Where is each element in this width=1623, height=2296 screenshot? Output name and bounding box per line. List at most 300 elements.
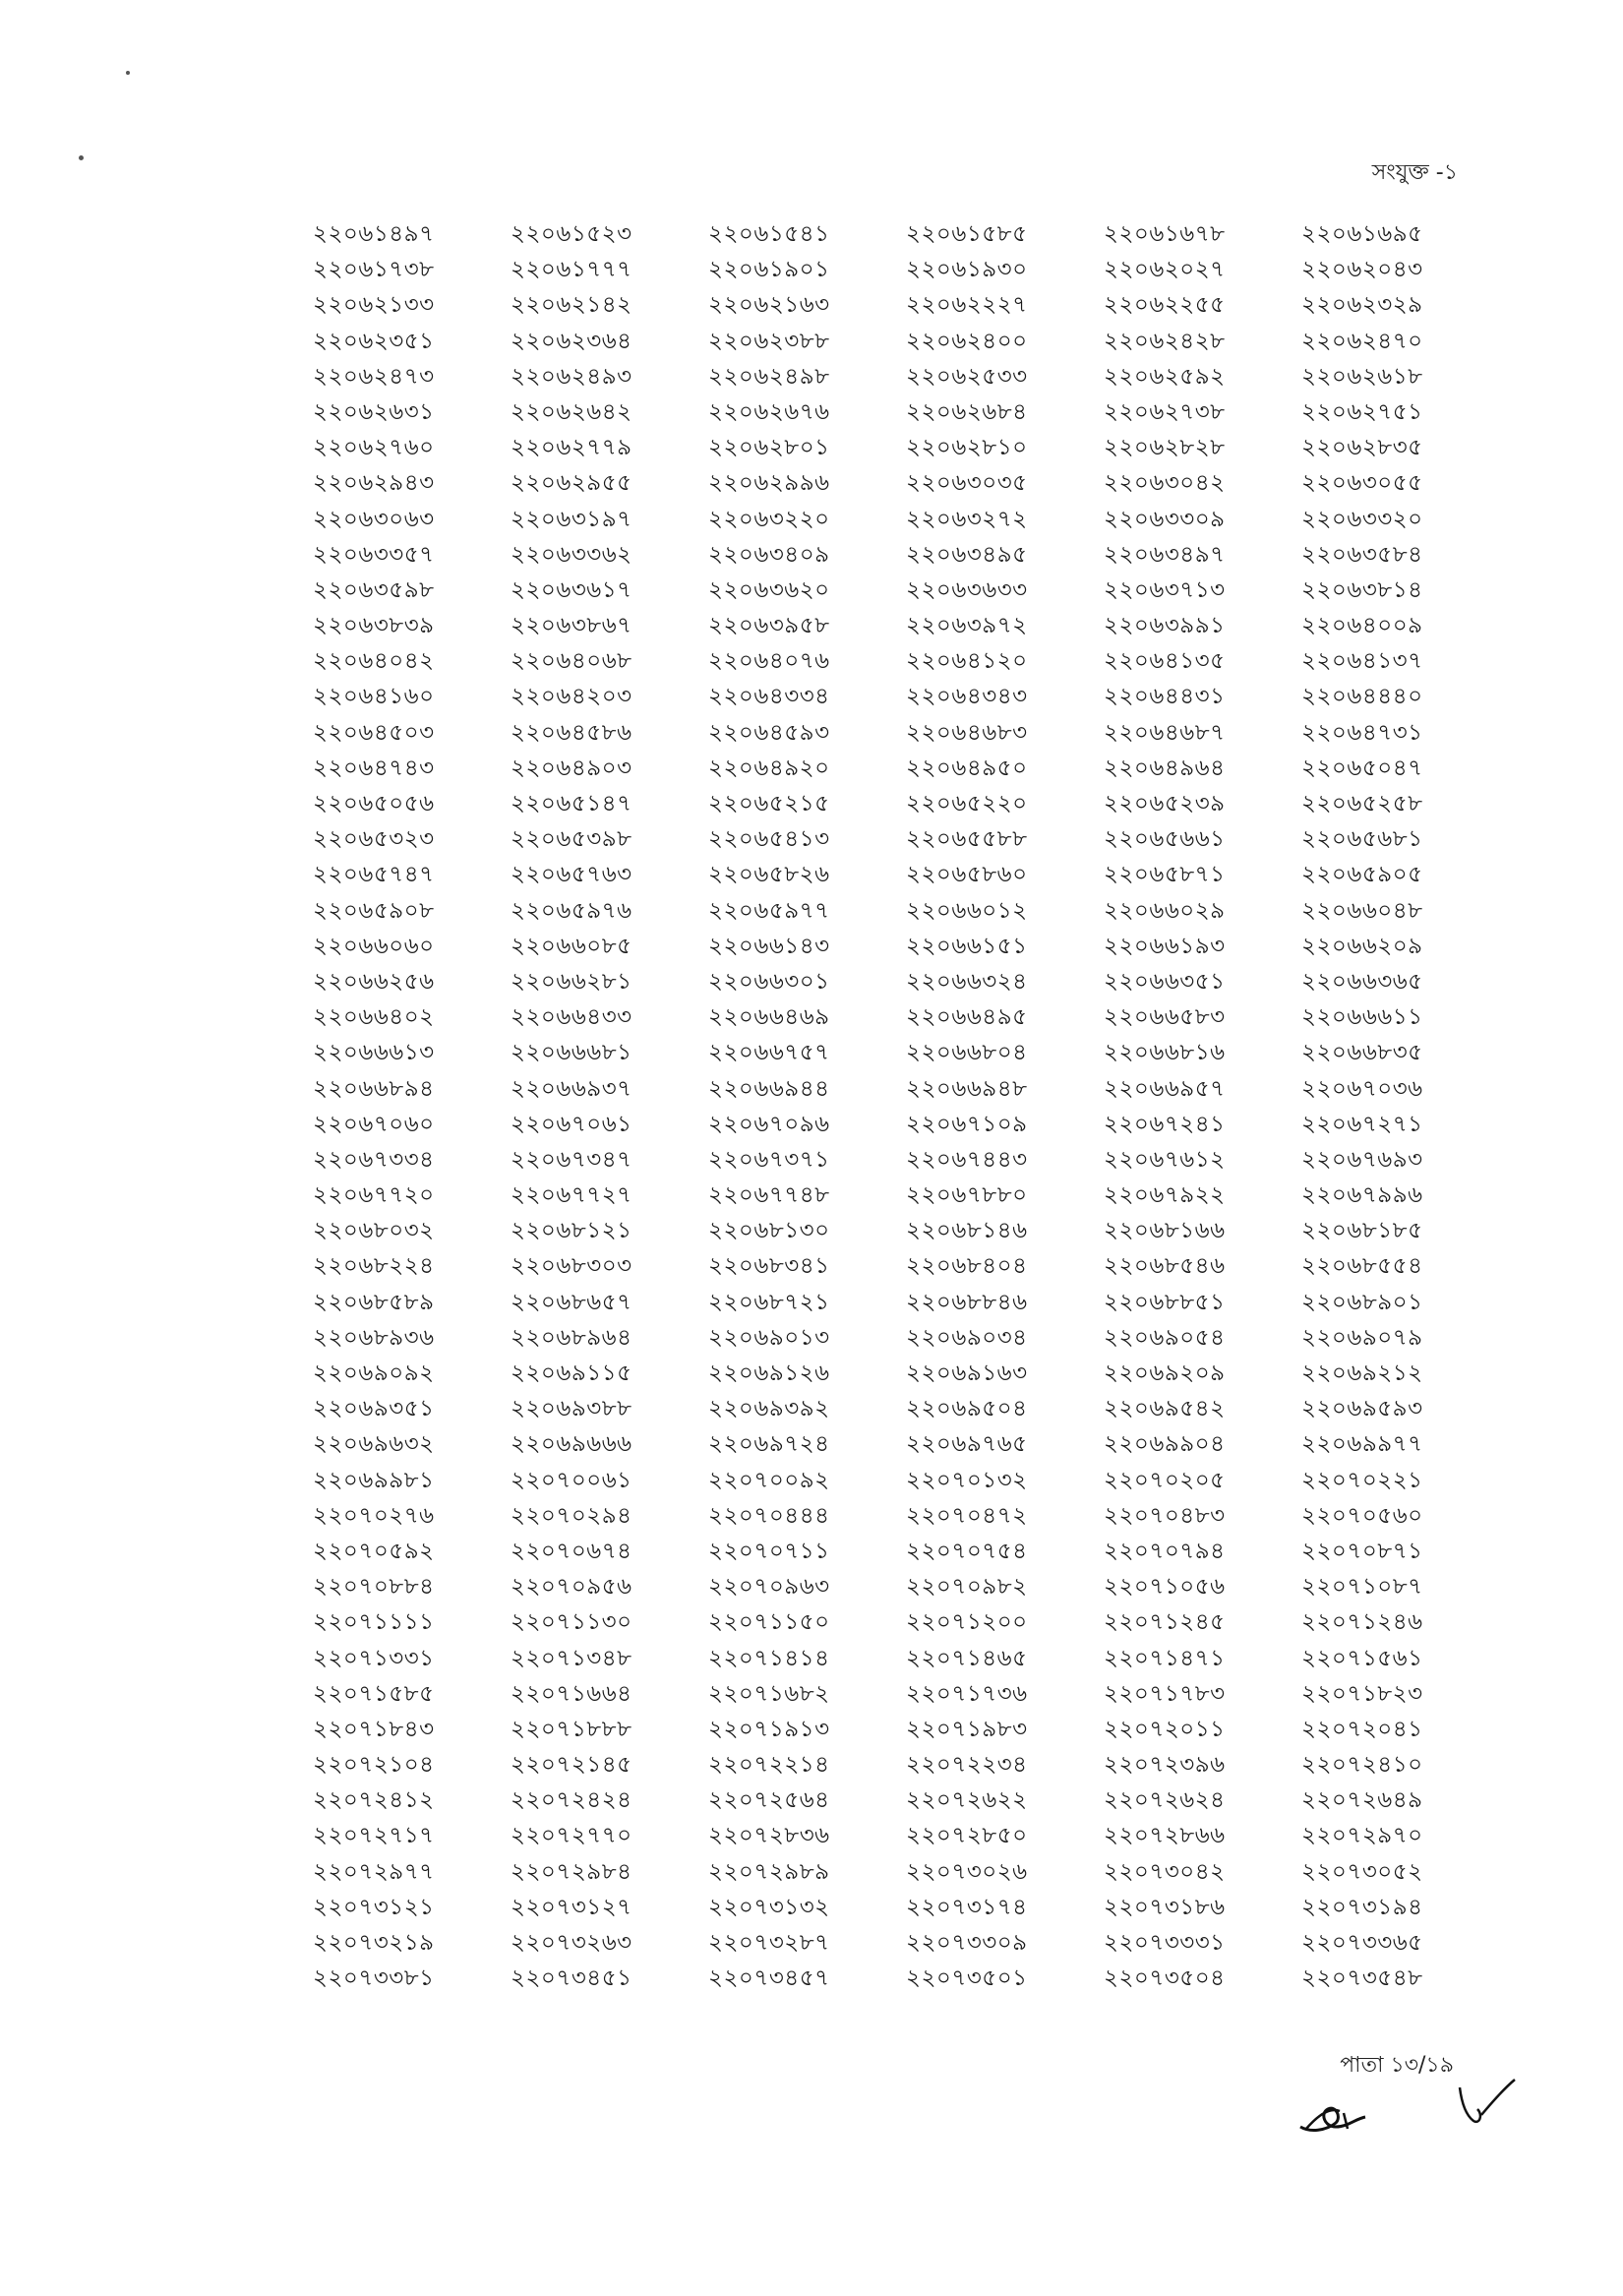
roll-number-cell: ২২০৬১৯৩০ — [906, 257, 1028, 283]
roll-number-cell: ২২০৬৯৯৭৭ — [1301, 1431, 1423, 1458]
roll-number-cell: ২২০৬৭১০৯ — [906, 1111, 1028, 1137]
roll-number-cell: ২২০৬২০৪৩ — [1301, 257, 1423, 283]
roll-number-cell: ২২০৬৬০২৯ — [1104, 897, 1226, 924]
roll-number-cell: ২২০৬২৬৮৪ — [906, 398, 1028, 425]
roll-number-cell: ২২০৬৭০৩৬ — [1301, 1075, 1423, 1102]
roll-number-cell: ২২০৬৮৯৬৪ — [511, 1324, 632, 1351]
roll-number-cell: ২২০৭১৭৮৩ — [1104, 1680, 1226, 1707]
roll-number-cell: ২২০৬৬২০৯ — [1301, 933, 1423, 959]
roll-number-cell: ২২০৭২৮৫০ — [906, 1823, 1028, 1849]
roll-number-cell: ২২০৬১৫৮৫ — [906, 221, 1028, 247]
roll-number-cell: ২২০৬৬৯৩৭ — [511, 1075, 632, 1102]
roll-number-cell: ২২০৭০৪৭২ — [906, 1502, 1028, 1529]
roll-number-cell: ২২০৬৩৩৬২ — [511, 541, 632, 568]
roll-number-cell: ২২০৬৯৬৩২ — [313, 1431, 435, 1458]
roll-number-cell: ২২০৬৬৩২৪ — [906, 968, 1028, 995]
roll-number-cell: ২২০৬৯০৩৪ — [906, 1324, 1028, 1351]
roll-number-cell: ২২০৬৩৬২০ — [708, 576, 830, 603]
roll-number-cell: ২২০৬৩৪৯৭ — [1104, 541, 1226, 568]
roll-number-cell: ২২০৬৭৬১২ — [1104, 1146, 1226, 1173]
roll-number-cell: ২২০৬২৩২৯ — [1301, 292, 1423, 319]
roll-number-cell: ২২০৬১৫২৩ — [511, 221, 632, 247]
roll-number-cell: ২২০৬৫৩২৩ — [313, 826, 435, 853]
roll-number-cell: ২২০৭০৮৭১ — [1301, 1538, 1423, 1564]
roll-number-cell: ২২০৬৮৫৮৯ — [313, 1289, 435, 1315]
roll-number-cell: ২২০৬৭৮৮০ — [906, 1182, 1028, 1209]
roll-number-cell: ২২০৬১৫৪১ — [708, 221, 830, 247]
roll-number-cell: ২২০৬১৪৯৭ — [313, 221, 435, 247]
roll-number-cell: ২২০৭২৯৮৪ — [511, 1858, 632, 1885]
roll-number-cell: ২২০৬৩০৪২ — [1104, 470, 1226, 497]
roll-number-cell: ২২০৭০৪৮৩ — [1104, 1502, 1226, 1529]
roll-number-cell: ২২০৭০০৬১ — [511, 1467, 632, 1493]
roll-number-cell: ২২০৬২১৩৩ — [313, 292, 435, 319]
roll-number-cell: ২২০৬৩৯৫৮ — [708, 613, 830, 639]
roll-number-cell: ২২০৭০৭৫৪ — [906, 1538, 1028, 1564]
roll-number-cell: ২২০৭০১৩২ — [906, 1467, 1028, 1493]
roll-number-cell: ২২০৬৮১৪৬ — [906, 1218, 1028, 1244]
roll-number-cell: ২২০৬৪৯৫০ — [906, 755, 1028, 781]
roll-number-cell: ২২০৭১৮৪৩ — [313, 1716, 435, 1742]
roll-number-cell: ২২০৬৫৯৭৬ — [511, 897, 632, 924]
roll-number-cell: ২২০৬৪৫৮৬ — [511, 719, 632, 746]
roll-number-cell: ২২০৬৮৫৫৪ — [1301, 1253, 1423, 1280]
roll-number-cell: ২২০৭১১১১ — [313, 1609, 435, 1636]
roll-number-cell: ২২০৬৮০৩২ — [313, 1218, 435, 1244]
roll-number-cell: ২২০৭২৮৩৬ — [708, 1823, 830, 1849]
roll-number-cell: ২২০৬২৪০০ — [906, 328, 1028, 354]
roll-number-cell: ২২০৬৯৩৫১ — [313, 1396, 435, 1422]
roll-number-cell: ২২০৬৪১৬০ — [313, 684, 435, 710]
roll-number-cell: ২২০৬৪৬৮৭ — [1104, 719, 1226, 746]
roll-number-cell: ২২০৬৭২৭১ — [1301, 1111, 1423, 1137]
roll-number-cell: ২২০৭৩১৮৬ — [1104, 1894, 1226, 1920]
roll-number-cell: ২২০৭২৮৬৬ — [1104, 1823, 1226, 1849]
roll-number-cell: ২২০৭২২৩৪ — [906, 1752, 1028, 1779]
roll-number-cell: ২২০৬৫৭৪৭ — [313, 862, 435, 888]
roll-number-cell: ২২০৬২৯৫৫ — [511, 470, 632, 497]
roll-number-cell: ২২০৭৩৫০৪ — [1104, 1965, 1226, 1992]
roll-number-cell: ২২০৬৫২৫৮ — [1301, 791, 1423, 816]
roll-number-cell: ২২০৭৩৩০৯ — [906, 1930, 1028, 1956]
roll-number-cell: ২২০৬৩০৩৫ — [906, 470, 1028, 497]
roll-number-cell: ২২০৬৭৭২০ — [313, 1182, 435, 1209]
roll-number-cell: ২২০৬৯০৭৯ — [1301, 1324, 1423, 1351]
roll-number-cell: ২২০৭২০১১ — [1104, 1716, 1226, 1742]
roll-number-cell: ২২০৬৬০৬০ — [313, 933, 435, 959]
roll-number-cell: ২২০৬৫৯৭৭ — [708, 897, 830, 924]
roll-number-cell: ২২০৬৬৭৫৭ — [708, 1040, 830, 1066]
roll-number-cell: ২২০৭৩৩৬৫ — [1301, 1930, 1423, 1956]
roll-number-cell: ২২০৬৩৬১৭ — [511, 576, 632, 603]
roll-number-cell: ২২০৬২৬৩১ — [313, 398, 435, 425]
roll-number-cell: ২২০৭৩৩৮১ — [313, 1965, 435, 1992]
roll-number-cell: ২২০৬৯০১৩ — [708, 1324, 830, 1351]
roll-number-cell: ২২০৬৪৯২০ — [708, 755, 830, 781]
roll-number-cell: ২২০৬৮৯০১ — [1301, 1289, 1423, 1315]
roll-number-cell: ২২০৭১২৪৫ — [1104, 1609, 1226, 1636]
roll-number-cell: ২২০৬২৪৯৮ — [708, 363, 830, 390]
roll-number-cell: ২২০৬২৪৭০ — [1301, 328, 1423, 354]
roll-number-cell: ২২০৭৩৩৩১ — [1104, 1930, 1226, 1956]
roll-number-cell: ২২০৭০৯৫৬ — [511, 1574, 632, 1601]
roll-number-cell: ২২০৬৪৬৮৩ — [906, 719, 1028, 746]
roll-number-cell: ২২০৭০২০৫ — [1104, 1467, 1226, 1493]
annex-label: সংযুক্ত -১ — [1371, 160, 1458, 185]
roll-number-cell: ২২০৬৯১৬৩ — [906, 1360, 1028, 1386]
roll-number-cell: ২২০৬১৭৩৮ — [313, 257, 435, 283]
roll-number-cell: ২২০৬২৭৭৯ — [511, 435, 632, 461]
roll-number-cell: ২২০৬৫৮৭১ — [1104, 862, 1226, 888]
roll-number-cell: ২২০৬৭৯৯৬ — [1301, 1182, 1423, 1209]
roll-number-cell: ২২০৬৬৮৯৪ — [313, 1075, 435, 1102]
roll-number-cell: ২২০৬৫৬৮১ — [1301, 826, 1423, 853]
roll-number-cell: ২২০৭০৫৯২ — [313, 1538, 435, 1564]
roll-number-cell: ২২০৭৩০২৬ — [906, 1858, 1028, 1885]
roll-number-cell: ২২০৭৩১২১ — [313, 1894, 435, 1920]
roll-number-cell: ২২০৬২৭৫১ — [1301, 398, 1423, 425]
roll-number-cell: ২২০৬২৪৯৩ — [511, 363, 632, 390]
roll-number-cell: ২২০৭২৬২২ — [906, 1787, 1028, 1814]
roll-number-cell: ২২০৬৬৪০২ — [313, 1004, 435, 1031]
roll-number-cell: ২২০৭২১০৪ — [313, 1752, 435, 1779]
signature-initials-right — [1456, 2076, 1519, 2133]
roll-number-cell: ২২০৬৯৯০৪ — [1104, 1431, 1226, 1458]
roll-number-cell: ২২০৬৮১৩০ — [708, 1218, 830, 1244]
roll-number-cell: ২২০৬৪০৪২ — [313, 648, 435, 675]
roll-number-cell: ২২০৬১৯০১ — [708, 257, 830, 283]
roll-number-cell: ২২০৬৫৮৬০ — [906, 862, 1028, 888]
roll-number-cell: ২২০৬৩০৫৫ — [1301, 470, 1423, 497]
roll-number-cell: ২২০৬৩৪৯৫ — [906, 541, 1028, 568]
roll-number-cell: ২২০৬৪৫০৩ — [313, 719, 435, 746]
roll-number-cell: ২২০৭০২২১ — [1301, 1467, 1423, 1493]
roll-number-cell: ২২০৬৩৪০৯ — [708, 541, 830, 568]
roll-number-cell: ২২০৬৫২১৫ — [708, 791, 830, 816]
roll-number-cell: ২২০৭২৪২৪ — [511, 1787, 632, 1814]
roll-number-cell: ২২০৭১০৫৬ — [1104, 1574, 1226, 1601]
roll-number-cell: ২২০৭১৯১৩ — [708, 1716, 830, 1742]
roll-number-cell: ২২০৬৯৫০৪ — [906, 1396, 1028, 1422]
roll-number-cell: ২২০৭৩৫০১ — [906, 1965, 1028, 1992]
roll-number-cell: ২২০৬২৪২৮ — [1104, 328, 1226, 354]
roll-number-cell: ২২০৬৮৩০৩ — [511, 1253, 632, 1280]
roll-number-cell: ২২০৬৪৯৬৪ — [1104, 755, 1226, 781]
roll-number-cell: ২২০৭০৪৪৪ — [708, 1502, 830, 1529]
roll-number-cell: ২২০৬৬৬১৩ — [313, 1040, 435, 1066]
roll-number-table — [313, 216, 1499, 1996]
roll-number-cell: ২২০৭৩২৬৩ — [511, 1930, 632, 1956]
roll-number-cell: ২২০৭১৪৭১ — [1104, 1645, 1226, 1671]
roll-number-cell: ২২০৬১৭৭৭ — [511, 257, 632, 283]
roll-number-cell: ২২০৭১৩৪৮ — [511, 1645, 632, 1671]
roll-number-cell: ২২০৬৯১১৫ — [511, 1360, 632, 1386]
roll-number-cell: ২২০৬৬৮১৬ — [1104, 1040, 1226, 1066]
roll-number-cell: ২২০৬২৮২৮ — [1104, 435, 1226, 461]
signature-initials-left — [1296, 2093, 1369, 2137]
roll-number-cell: ২২০৬৬২৮১ — [511, 968, 632, 995]
roll-number-cell: ২২০৭০৯৬৩ — [708, 1574, 830, 1601]
roll-number-cell: ২২০৬৯৩৮৮ — [511, 1396, 632, 1422]
roll-number-cell: ২২০৬২৬৪২ — [511, 398, 632, 425]
roll-number-cell: ২২০৭০৮৮৪ — [313, 1574, 435, 1601]
roll-number-cell: ২২০৭২৬৪৯ — [1301, 1787, 1423, 1814]
roll-number-cell: ২২০৬৫৪১৩ — [708, 826, 830, 853]
roll-number-cell: ২২০৬৬০৮৫ — [511, 933, 632, 959]
roll-number-cell: ২২০৬৯৩৯২ — [708, 1396, 830, 1422]
roll-number-cell: ২২০৬৭৪৪৩ — [906, 1146, 1028, 1173]
roll-number-cell: ২২০৬৩৩৫৭ — [313, 541, 435, 568]
roll-number-cell: ২২০৬৫৭৬৩ — [511, 862, 632, 888]
roll-number-cell: ২২০৭১৮২৩ — [1301, 1680, 1423, 1707]
roll-number-cell: ২২০৬৮৩৪১ — [708, 1253, 830, 1280]
roll-number-cell: ২২০৬৩৫৯৮ — [313, 576, 435, 603]
roll-number-cell: ২২০৬৯০৫৪ — [1104, 1324, 1226, 1351]
roll-number-cell: ২২০৬৮৮৪৬ — [906, 1289, 1028, 1315]
scan-speck — [79, 155, 84, 160]
roll-number-cell: ২২০৬৬৪৩৩ — [511, 1004, 632, 1031]
roll-number-cell: ২২০৬৪০৭৬ — [708, 648, 830, 675]
roll-number-cell: ২২০৬৩৯৯১ — [1104, 613, 1226, 639]
roll-number-cell: ২২০৬৩৩২০ — [1301, 506, 1423, 532]
roll-number-cell: ২২০৬৬৩৬৫ — [1301, 968, 1423, 995]
roll-number-cell: ২২০৬৬৩৫১ — [1104, 968, 1226, 995]
roll-number-cell: ২২০৭৩৪৫১ — [511, 1965, 632, 1992]
roll-number-cell: ২২০৭১১৩০ — [511, 1609, 632, 1636]
roll-number-cell: ২২০৬৪৯০৩ — [511, 755, 632, 781]
roll-number-cell: ২২০৭০৯৮২ — [906, 1574, 1028, 1601]
roll-number-cell: ২২০৬৬৯৪৪ — [708, 1075, 830, 1102]
roll-number-cell: ২২০৭২৪১০ — [1301, 1752, 1423, 1779]
roll-number-cell: ২২০৬৪১৩৫ — [1104, 648, 1226, 675]
roll-number-cell: ২২০৭২৬২৪ — [1104, 1787, 1226, 1814]
roll-number-cell: ২২০৬৮৮৫১ — [1104, 1289, 1226, 1315]
roll-number-cell: ২২০৭৩১৯৪ — [1301, 1894, 1423, 1920]
roll-number-cell: ২২০৬৬০৪৮ — [1301, 897, 1423, 924]
roll-number-cell: ২২০৭১৫৮৫ — [313, 1680, 435, 1707]
roll-number-cell: ২২০৬৬৬৮১ — [511, 1040, 632, 1066]
roll-number-cell: ২২০৭৩১২৭ — [511, 1894, 632, 1920]
roll-number-cell: ২২০৬৩২৭২ — [906, 506, 1028, 532]
roll-number-cell: ২২০৬৫৮২৬ — [708, 862, 830, 888]
roll-number-cell: ২২০৬৪৭৩১ — [1301, 719, 1423, 746]
roll-number-cell: ২২০৬৫২৩৯ — [1104, 791, 1226, 816]
roll-number-cell: ২২০৭১৫৬১ — [1301, 1645, 1423, 1671]
roll-number-cell: ২২০৬৮১৬৬ — [1104, 1218, 1226, 1244]
roll-number-cell: ২২০৬৯২১২ — [1301, 1360, 1423, 1386]
roll-number-cell: ২২০৬৩৩০৯ — [1104, 506, 1226, 532]
roll-number-cell: ২২০৬৯৯৮১ — [313, 1467, 435, 1493]
roll-number-cell: ২২০৬৯৭২৪ — [708, 1431, 830, 1458]
roll-number-cell: ২২০৭৩৫৪৮ — [1301, 1965, 1423, 1992]
roll-number-cell: ২২০৬৭০৯৬ — [708, 1111, 830, 1137]
roll-number-cell: ২২০৬৪১২০ — [906, 648, 1028, 675]
roll-number-cell: ২২০৭০০৯২ — [708, 1467, 830, 1493]
roll-number-cell: ২২০৬২৭৬০ — [313, 435, 435, 461]
roll-number-cell: ২২০৬৩১৯৭ — [511, 506, 632, 532]
roll-number-cell: ২২০৭১২০০ — [906, 1609, 1028, 1636]
roll-number-cell: ২২০৬৭৯২২ — [1104, 1182, 1226, 1209]
roll-number-cell: ২২০৬২৬৭৬ — [708, 398, 830, 425]
roll-number-cell: ২২০৭২৩৯৬ — [1104, 1752, 1226, 1779]
roll-number-cell: ২২০৭১১৫০ — [708, 1609, 830, 1636]
roll-number-cell: ২২০৬৬৮০৪ — [906, 1040, 1028, 1066]
roll-number-cell: ২২০৭১৪৬৫ — [906, 1645, 1028, 1671]
roll-number-cell: ২২০৬৬০১২ — [906, 897, 1028, 924]
roll-number-cell: ২২০৭১৪১৪ — [708, 1645, 830, 1671]
roll-number-cell: ২২০৬৯৭৬৫ — [906, 1431, 1028, 1458]
roll-number-cell: ২২০৬৮৪০৪ — [906, 1253, 1028, 1280]
roll-number-cell: ২২০৭০৭১১ — [708, 1538, 830, 1564]
roll-number-cell: ২২০৭২৫৬৪ — [708, 1787, 830, 1814]
roll-number-cell: ২২০৬৩০৬৩ — [313, 506, 435, 532]
roll-number-cell: ২২০৬২৩৫১ — [313, 328, 435, 354]
roll-number-cell: ২২০৬৯০৯২ — [313, 1360, 435, 1386]
roll-number-cell: ২২০৬৮১২১ — [511, 1218, 632, 1244]
page-number: পাতা ১৩/১৯ — [1340, 2053, 1454, 2078]
roll-number-cell: ২২০৭৩৪৫৭ — [708, 1965, 830, 1992]
roll-number-cell: ২২০৭২০৪১ — [1301, 1716, 1423, 1742]
roll-number-cell: ২২০৬৩৮৬৭ — [511, 613, 632, 639]
roll-number-cell: ২২০৭২৭১৭ — [313, 1823, 435, 1849]
roll-number-cell: ২২০৬৪৪৪০ — [1301, 684, 1423, 710]
roll-number-cell: ২২০৬৫৫৮৮ — [906, 826, 1028, 853]
roll-number-cell: ২২০৬৬৪৯৫ — [906, 1004, 1028, 1031]
roll-number-cell: ২২০৬২২২৭ — [906, 292, 1028, 319]
roll-number-cell: ২২০৬৪২০৩ — [511, 684, 632, 710]
roll-number-cell: ২২০৬৪৩৩৪ — [708, 684, 830, 710]
roll-number-cell: ২২০৬২৯৯৬ — [708, 470, 830, 497]
roll-number-cell: ২২০৬২১৪২ — [511, 292, 632, 319]
roll-number-cell: ২২০৬২৭৩৮ — [1104, 398, 1226, 425]
roll-number-cell: ২২০৭১০৮৭ — [1301, 1574, 1423, 1601]
roll-number-cell: ২২০৬২৩৮৮ — [708, 328, 830, 354]
roll-number-cell: ২২০৬৯৬৬৬ — [511, 1431, 632, 1458]
roll-number-cell: ২২০৬৬২৫৬ — [313, 968, 435, 995]
roll-number-cell: ২২০৭৩১৩২ — [708, 1894, 830, 1920]
roll-number-cell: ২২০৬৬১৯৩ — [1104, 933, 1226, 959]
roll-number-cell: ২২০৬৬৮৩৫ — [1301, 1040, 1423, 1066]
roll-number-cell: ২২০৬৪৫৯৩ — [708, 719, 830, 746]
roll-number-cell: ২২০৬৩৫৮৪ — [1301, 541, 1423, 568]
roll-number-cell: ২২০৬৭০৬০ — [313, 1111, 435, 1137]
roll-number-cell: ২২০৭২২১৪ — [708, 1752, 830, 1779]
roll-number-cell: ২২০৬৮৬৫৭ — [511, 1289, 632, 1315]
roll-number-cell: ২২০৬৭০৬১ — [511, 1111, 632, 1137]
roll-number-cell: ২২০৬৭৭২৭ — [511, 1182, 632, 1209]
roll-number-cell: ২২০৬৬৪৬৯ — [708, 1004, 830, 1031]
roll-number-cell: ২২০৬৪৭৪৩ — [313, 755, 435, 781]
roll-number-cell: ২২০৬৬৫৮৩ — [1104, 1004, 1226, 1031]
roll-number-cell: ২২০৭১৭৩৬ — [906, 1680, 1028, 1707]
roll-number-cell: ২২০৬৩৮৩৯ — [313, 613, 435, 639]
roll-number-cell: ২২০৬২৯৪৩ — [313, 470, 435, 497]
roll-number-cell: ২২০৬৭২৪১ — [1104, 1111, 1226, 1137]
roll-number-cell: ২২০৭০২৯৪ — [511, 1502, 632, 1529]
roll-number-cell: ২২০৬৭৬৯৩ — [1301, 1146, 1423, 1173]
roll-number-cell: ২২০৬২৬১৮ — [1301, 363, 1423, 390]
roll-number-cell: ২২০৬২৫৯২ — [1104, 363, 1226, 390]
roll-number-cell: ২২০৬৫৯০৫ — [1301, 862, 1423, 888]
roll-number-cell: ২২০৬২১৬৩ — [708, 292, 830, 319]
scan-speck — [126, 71, 130, 75]
roll-number-cell: ২২০৬৮৭২১ — [708, 1289, 830, 1315]
roll-number-cell: ২২০৬৯১২৬ — [708, 1360, 830, 1386]
roll-number-cell: ২২০৬৭৩৭১ — [708, 1146, 830, 1173]
roll-number-cell: ২২০৭৩২৮৭ — [708, 1930, 830, 1956]
roll-number-cell: ২২০৬২৩৬৪ — [511, 328, 632, 354]
roll-number-cell: ২২০৭১৬৬৪ — [511, 1680, 632, 1707]
roll-number-cell: ২২০৬৫১৪৭ — [511, 791, 632, 816]
roll-number-cell: ২২০৭০৭৯৪ — [1104, 1538, 1226, 1564]
roll-number-cell: ২২০৬৩৮১৪ — [1301, 576, 1423, 603]
roll-number-cell: ২২০৬৩৬৩৩ — [906, 576, 1028, 603]
roll-number-cell: ২২০৬২৪৭৩ — [313, 363, 435, 390]
roll-number-cell: ২২০৬৯৫৯৩ — [1301, 1396, 1423, 1422]
roll-number-cell: ২২০৬২৫৩৩ — [906, 363, 1028, 390]
roll-number-cell: ২২০৬৬৩০১ — [708, 968, 830, 995]
roll-number-cell: ২২০৭২৪১২ — [313, 1787, 435, 1814]
roll-number-cell: ২২০৭০৫৬০ — [1301, 1502, 1423, 1529]
roll-number-cell: ২২০৭৩০৪২ — [1104, 1858, 1226, 1885]
roll-number-cell: ২২০৬২৮০১ — [708, 435, 830, 461]
roll-number-cell: ২২০৭০৬৭৪ — [511, 1538, 632, 1564]
roll-number-cell: ২২০৭২৯৭০ — [1301, 1823, 1423, 1849]
roll-number-cell: ২২০৭০২৭৬ — [313, 1502, 435, 1529]
roll-number-cell: ২২০৬৩৭১৩ — [1104, 576, 1226, 603]
roll-number-cell: ২২০৬২২৫৫ — [1104, 292, 1226, 319]
roll-number-cell: ২২০৬৫৬৬১ — [1104, 826, 1226, 853]
roll-number-cell: ২২০৬২৮৩৫ — [1301, 435, 1423, 461]
roll-number-cell: ২২০৭১৮৮৮ — [511, 1716, 632, 1742]
roll-number-cell: ২২০৭১৯৮৩ — [906, 1716, 1028, 1742]
roll-number-cell: ২২০৬৬৬১১ — [1301, 1004, 1423, 1031]
roll-number-cell: ২২০৭২১৪৫ — [511, 1752, 632, 1779]
roll-number-cell: ২২০৬৬১৫১ — [906, 933, 1028, 959]
roll-number-cell: ২২০৬৫০৪৭ — [1301, 755, 1423, 781]
roll-number-cell: ২২০৭১৬৮২ — [708, 1680, 830, 1707]
roll-number-cell: ২২০৭১৩৩১ — [313, 1645, 435, 1671]
roll-number-cell: ২২০৬৬১৪৩ — [708, 933, 830, 959]
roll-number-cell: ২২০৬১৬৭৮ — [1104, 221, 1226, 247]
roll-number-cell: ২২০৬৭৭৪৮ — [708, 1182, 830, 1209]
roll-number-cell: ২২০৬৪০০৯ — [1301, 613, 1423, 639]
roll-number-cell: ২২০৬৯২০৯ — [1104, 1360, 1226, 1386]
roll-number-cell: ২২০৬৮৫৪৬ — [1104, 1253, 1226, 1280]
roll-number-cell: ২২০৬৮২২৪ — [313, 1253, 435, 1280]
roll-number-cell: ২২০৭২৯৮৯ — [708, 1858, 830, 1885]
roll-number-cell: ২২০৬৩২২০ — [708, 506, 830, 532]
roll-number-cell: ২২০৬৫৩৯৮ — [511, 826, 632, 853]
roll-number-cell: ২২০৬৪৪৩১ — [1104, 684, 1226, 710]
roll-number-cell: ২২০৬৩৯৭২ — [906, 613, 1028, 639]
roll-number-cell: ২২০৬৭৩৪৭ — [511, 1146, 632, 1173]
roll-number-cell: ২২০৬২৮১০ — [906, 435, 1028, 461]
roll-number-cell: ২২০৬৪৩৪৩ — [906, 684, 1028, 710]
roll-number-cell: ২২০৬৬৯৫৭ — [1104, 1075, 1226, 1102]
roll-number-cell: ২২০৬৮৯৩৬ — [313, 1324, 435, 1351]
roll-number-cell: ২২০৭৩২১৯ — [313, 1930, 435, 1956]
roll-number-cell: ২২০৭২৯৭৭ — [313, 1858, 435, 1885]
roll-number-cell: ২২০৭১২৪৬ — [1301, 1609, 1423, 1636]
roll-number-cell: ২২০৬৪১৩৭ — [1301, 648, 1423, 675]
roll-number-cell: ২২০৭৩০৫২ — [1301, 1858, 1423, 1885]
roll-number-cell: ২২০৬২০২৭ — [1104, 257, 1226, 283]
roll-number-cell: ২২০৬৫৯০৮ — [313, 897, 435, 924]
roll-number-cell: ২২০৭৩১৭৪ — [906, 1894, 1028, 1920]
roll-number-cell: ২২০৬৫২২০ — [906, 791, 1028, 816]
roll-number-cell: ২২০৬১৬৯৫ — [1301, 221, 1423, 247]
